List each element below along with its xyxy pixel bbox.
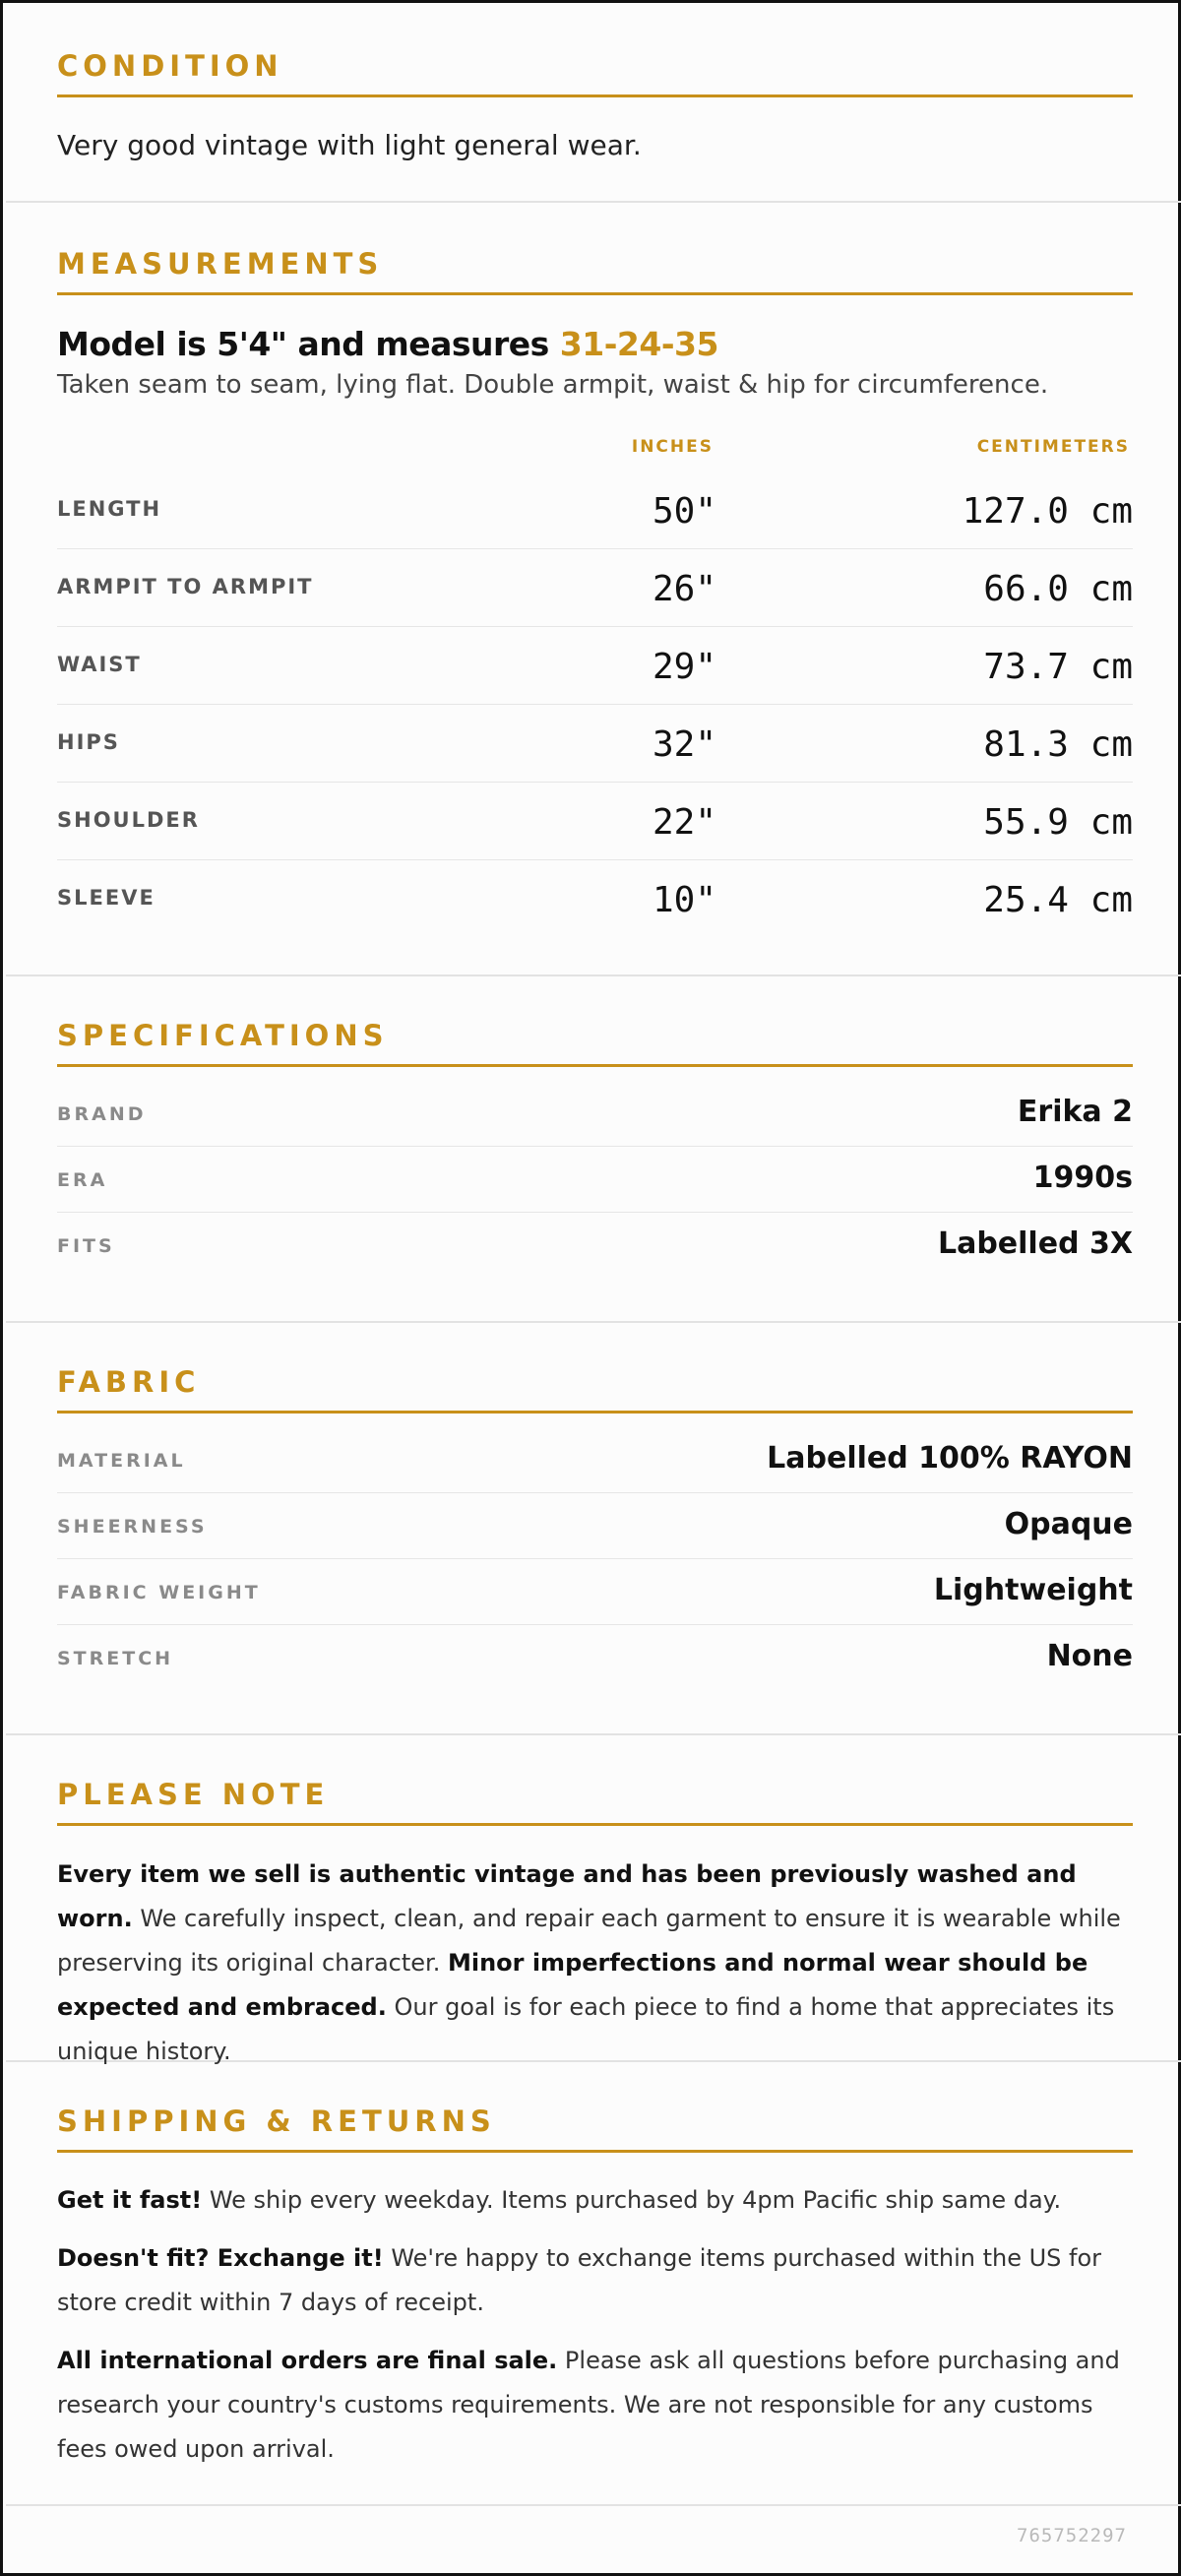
measurement-label: LENGTH bbox=[57, 497, 162, 521]
spec-value: Labelled 3X bbox=[937, 1226, 1133, 1261]
spec-value: Erika 2 bbox=[1017, 1095, 1133, 1129]
measurement-label: SLEEVE bbox=[57, 886, 155, 910]
shipping-bold-1: Get it fast! bbox=[57, 2186, 203, 2214]
spec-label: BRAND bbox=[57, 1103, 147, 1125]
measurements-subtitle: Taken seam to seam, lying flat. Double armpit, waist & hip for circumference. bbox=[57, 370, 1049, 400]
please-note-text bbox=[57, 1853, 1133, 2074]
shipping-heading: SHIPPING & RETURNS bbox=[57, 2107, 1133, 2153]
measurement-label: SHOULDER bbox=[57, 808, 200, 832]
spec-value: 1990s bbox=[1032, 1161, 1133, 1195]
please-note-section bbox=[6, 1735, 1181, 2065]
fabric-value: None bbox=[1046, 1639, 1133, 1673]
shipping-returns-section bbox=[6, 2062, 1181, 2506]
measurement-cm: 25.4 cm bbox=[983, 880, 1133, 920]
measurement-inches: 26" bbox=[652, 569, 716, 609]
measurement-inches: 32" bbox=[652, 724, 716, 765]
product-id: 765752297 bbox=[1017, 2525, 1127, 2546]
note-bold-1: Every item we sell is authentic vintage and has been previously washed and worn. bbox=[57, 1860, 1077, 1932]
spec-row-era bbox=[57, 1147, 1133, 1213]
fabric-row-stretch bbox=[57, 1625, 1133, 1691]
shipping-paragraph-3 bbox=[57, 2339, 1133, 2472]
fabric-label: SHEERNESS bbox=[57, 1516, 208, 1538]
measurement-row-length bbox=[57, 471, 1133, 549]
measurement-label: WAIST bbox=[57, 653, 142, 676]
spec-label: FITS bbox=[57, 1235, 115, 1257]
model-measures-prefix: Model is 5'4" and measures bbox=[57, 325, 560, 363]
note-text-1: We carefully inspect, clean, and repair each garment to ensure it is wearable while preserving its original character. bbox=[57, 1905, 1121, 1977]
fabric-section bbox=[6, 1323, 1181, 1735]
specifications-heading: SPECIFICATIONS bbox=[57, 1022, 1133, 1067]
inches-column-header: INCHES bbox=[631, 437, 714, 457]
fabric-row-material bbox=[57, 1427, 1133, 1493]
measurement-row-shoulder bbox=[57, 783, 1133, 860]
spec-label: ERA bbox=[57, 1169, 108, 1191]
condition-heading: CONDITION bbox=[57, 52, 1133, 97]
fabric-value: Opaque bbox=[1004, 1507, 1133, 1541]
condition-section bbox=[6, 3, 1181, 203]
fabric-row-sheerness bbox=[57, 1493, 1133, 1559]
shipping-paragraph-1 bbox=[57, 2178, 1133, 2223]
measurement-cm: 66.0 cm bbox=[983, 569, 1133, 609]
shipping-paragraph-2 bbox=[57, 2236, 1133, 2325]
note-text-2: Our goal is for each piece to find a home that appreciates its unique history. bbox=[57, 1993, 1115, 2065]
measurements-heading: MEASUREMENTS bbox=[57, 250, 1133, 295]
fabric-value: Labelled 100% RAYON bbox=[767, 1441, 1133, 1476]
spec-row-fits bbox=[57, 1213, 1133, 1279]
fabric-value: Lightweight bbox=[933, 1573, 1133, 1607]
measurement-cm: 81.3 cm bbox=[983, 724, 1133, 765]
measurement-inches: 10" bbox=[652, 880, 716, 920]
model-measures-line bbox=[57, 325, 718, 363]
spec-row-brand bbox=[57, 1081, 1133, 1147]
specifications-section bbox=[6, 976, 1181, 1323]
measurement-cm: 55.9 cm bbox=[983, 802, 1133, 843]
note-bold-2: Minor imperfections and normal wear should be expected and embraced. bbox=[57, 1949, 1088, 2021]
measurements-section bbox=[6, 203, 1181, 976]
please-note-heading: PLEASE NOTE bbox=[57, 1781, 1133, 1826]
shipping-bold-3: All international orders are final sale. bbox=[57, 2347, 558, 2374]
measurement-row-armpit bbox=[57, 549, 1133, 627]
shipping-bold-2: Doesn't fit? Exchange it! bbox=[57, 2244, 384, 2272]
measurement-row-hips bbox=[57, 705, 1133, 783]
shipping-text-3: Please ask all questions before purchasing and research your country's customs requirements. We are not responsible for any customs fees owed upon arrival. bbox=[57, 2347, 1120, 2463]
measurement-label: HIPS bbox=[57, 730, 120, 754]
measurement-inches: 22" bbox=[652, 802, 716, 843]
measurement-row-sleeve bbox=[57, 860, 1133, 938]
fabric-label: MATERIAL bbox=[57, 1450, 186, 1472]
condition-text: Very good vintage with light general wear. bbox=[57, 129, 642, 161]
measurement-inches: 29" bbox=[652, 647, 716, 687]
fabric-label: FABRIC WEIGHT bbox=[57, 1582, 261, 1603]
measurement-row-waist bbox=[57, 627, 1133, 705]
measurement-cm: 73.7 cm bbox=[983, 647, 1133, 687]
fabric-row-weight bbox=[57, 1559, 1133, 1625]
measurement-inches: 50" bbox=[652, 491, 716, 532]
shipping-text-2: We're happy to exchange items purchased within the US for store credit within 7 days of receipt. bbox=[57, 2244, 1102, 2316]
fabric-label: STRETCH bbox=[57, 1648, 174, 1669]
fabric-heading: FABRIC bbox=[57, 1368, 1133, 1414]
centimeters-column-header: CENTIMETERS bbox=[976, 437, 1130, 457]
measurement-cm: 127.0 cm bbox=[962, 491, 1133, 532]
shipping-text-1: We ship every weekday. Items purchased by 4pm Pacific ship same day. bbox=[202, 2186, 1062, 2214]
model-measures-value: 31-24-35 bbox=[559, 325, 718, 363]
measurement-label: ARMPIT TO ARMPIT bbox=[57, 575, 314, 598]
